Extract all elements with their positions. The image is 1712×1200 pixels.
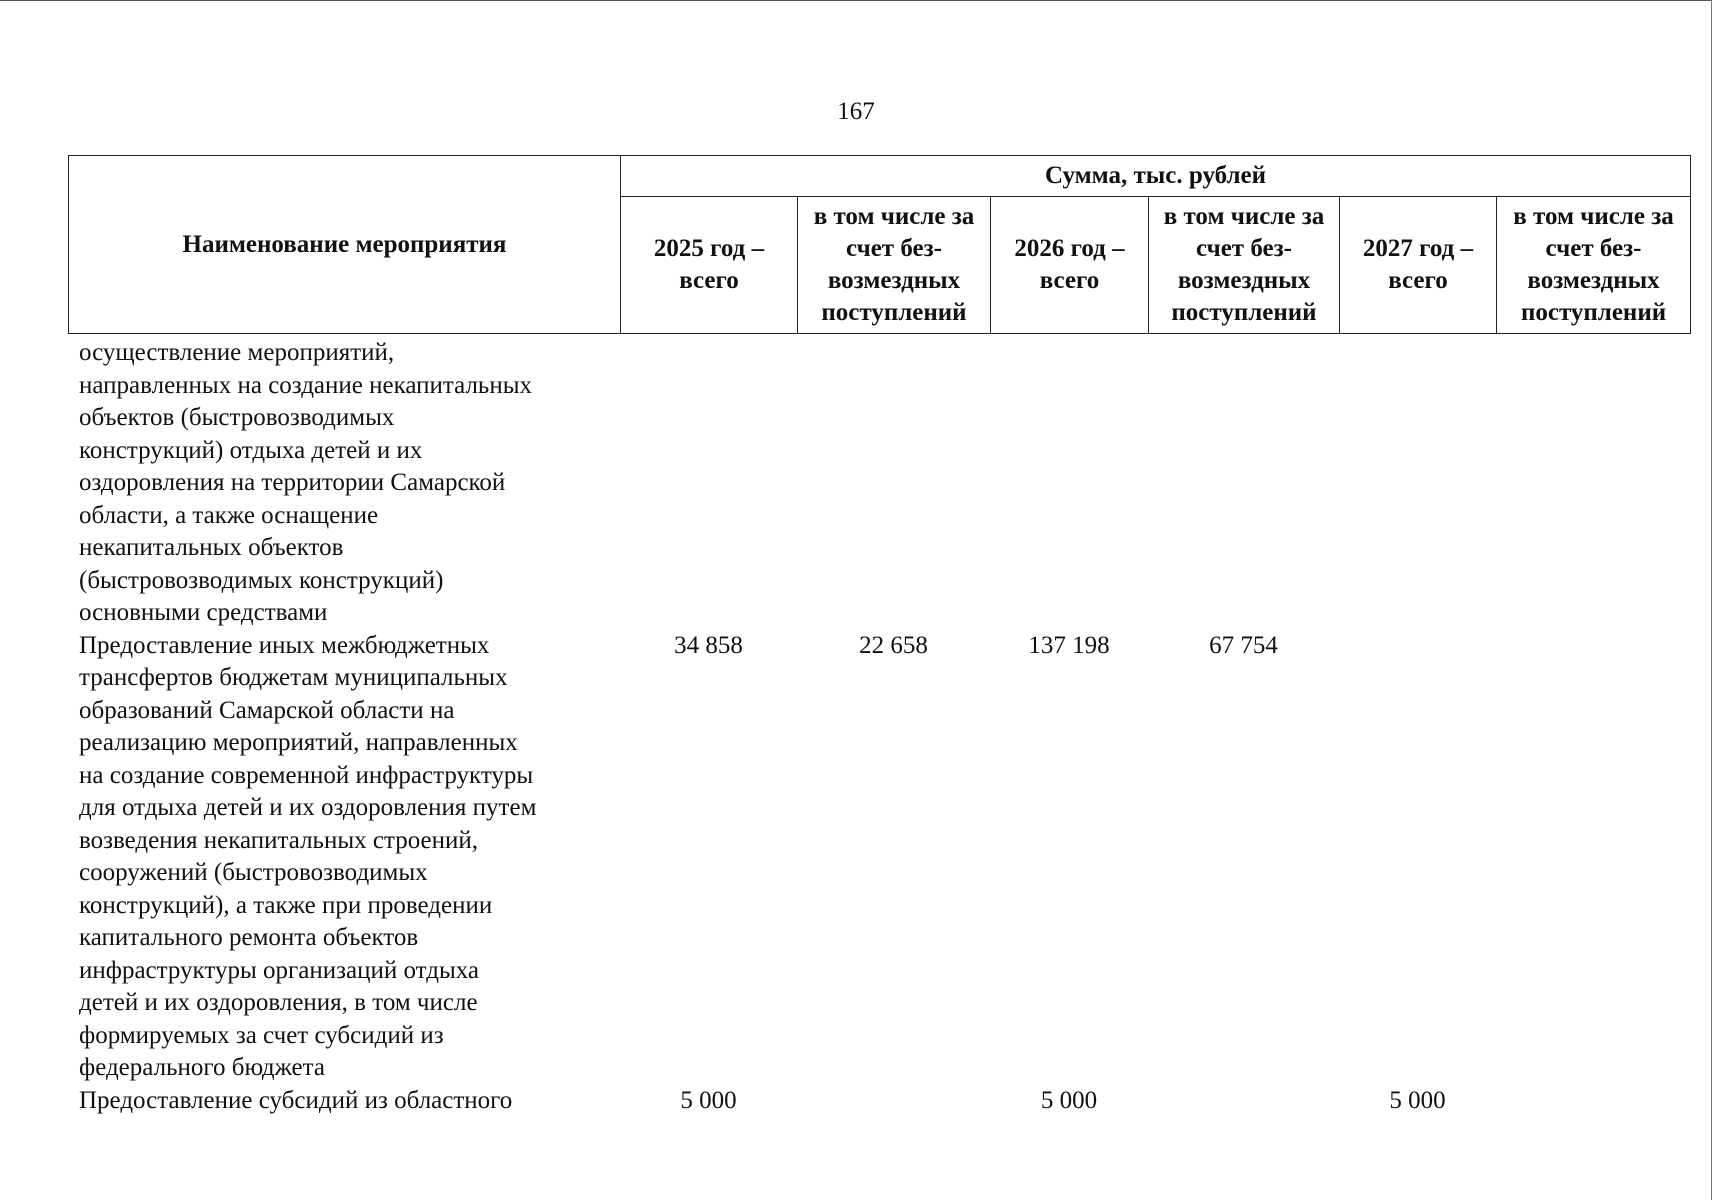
row-value-2025-total [620,337,797,630]
row-value-2025-grants [797,337,990,630]
column-header-2027-grants: в том числе за счет без-возмездных поступлений [1497,197,1691,334]
table-row [68,1085,1690,1118]
row-value-2025-grants: 22 658 [859,631,928,659]
column-header-2025-grants: в том числе за счет без-возмездных поступлений [798,197,991,334]
table-header [68,155,1691,334]
row-name: Предоставление субсидий из областного [79,1086,513,1114]
row-value-2027-total [1339,630,1496,1085]
column-header-2027-total: 2027 год – всего [1340,197,1497,334]
row-value-2026-total: 5 000 [1040,1086,1098,1114]
name-column-header: Наименование мероприятия [69,156,621,334]
row-value-2026-total [990,337,1148,630]
row-value-2026-grants [1148,337,1339,630]
row-value-2026-grants [1148,1085,1339,1118]
row-value-2027-grants [1496,630,1690,1085]
column-header-2026-total: 2026 год – всего [991,197,1149,334]
sum-caption-header: Сумма, тыс. рублей [621,156,1691,197]
page-frame-top [0,0,1712,1]
row-value-2026-total: 137 198 [1028,631,1110,659]
row-value-2026-grants: 67 754 [1209,631,1278,659]
page-number: 167 [837,98,875,125]
row-name: Предоставление иных межбюджетных трансфертов бюджетам муниципальных образований Самарской области на реализацию мероприятий, направленных на создание современной инфраструктуры для отдыха детей и их оздоровления путем возведения некапитальных строений, сооружений (быстровозводимых конструкций), а также при проведении капитального ремонта объектов инфраструктуры организаций отдыха детей и их оздоровления, в том числе формируемых за счет субсидий из федерального бюджета [79,631,537,1081]
column-header-2026-grants: в том числе за счет без-возмездных поступлений [1149,197,1340,334]
row-value-2025-total: 34 858 [674,631,743,659]
row-value-2025-grants [797,1085,990,1118]
column-header-2025-total: 2025 год – всего [621,197,798,334]
row-value-2027-total: 5 000 [1389,1086,1446,1114]
row-value-2027-grants [1496,337,1690,630]
table-body [68,337,1690,1117]
row-value-2025-total: 5 000 [680,1086,737,1114]
table-row [68,630,1690,1085]
row-value-2027-total [1339,337,1496,630]
row-name: осуществление мероприятий, направленных на создание некапитальных объектов (быстровозводимых конструкций) отдыха детей и их оздоровления на территории Самарской области, а также оснащение некапитальных объектов (быстровозводимых конструкций) основными средствами [79,339,533,626]
table-row [68,337,1690,630]
row-value-2027-grants [1496,1085,1690,1118]
